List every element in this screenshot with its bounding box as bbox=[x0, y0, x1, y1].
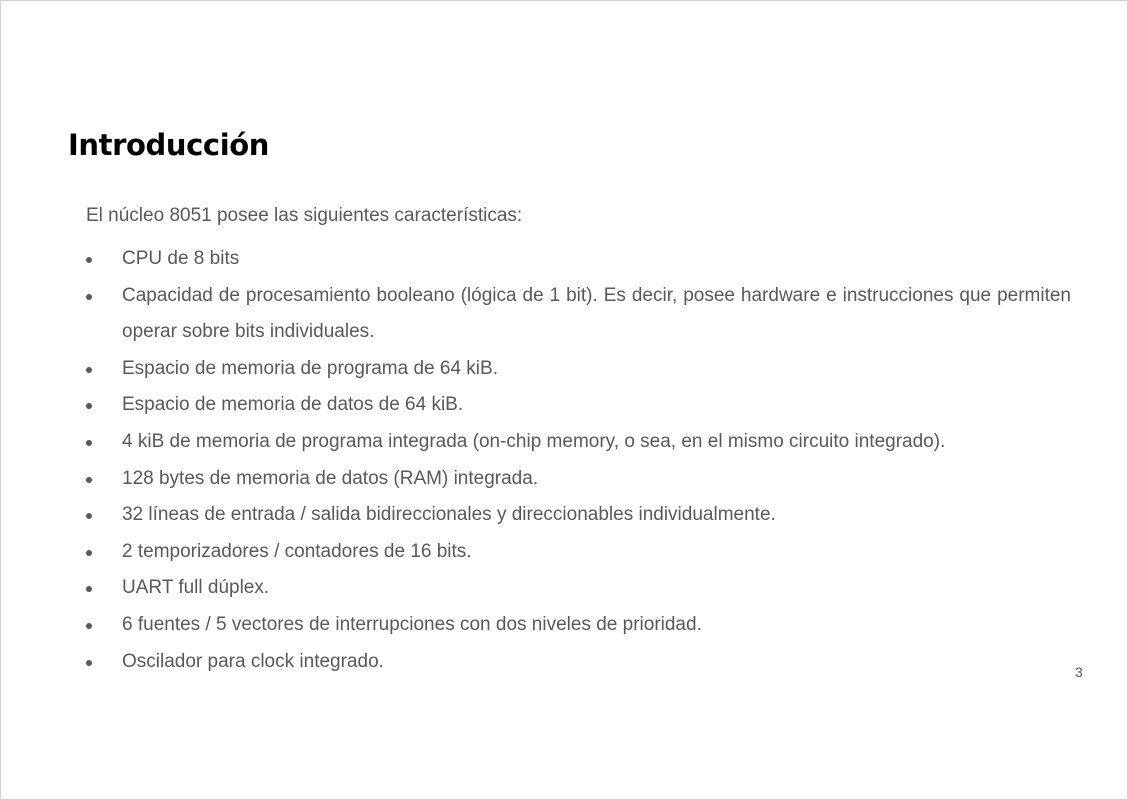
list-item bbox=[86, 461, 1071, 498]
list-item-text: Espacio de memoria de programa de 64 kiB. bbox=[122, 357, 498, 379]
list-item-text: 32 líneas de entrada / salida bidireccionales y direccionables individualmente. bbox=[122, 504, 776, 526]
bullet-icon bbox=[86, 660, 92, 666]
bullet-icon bbox=[86, 403, 92, 409]
feature-list bbox=[86, 241, 1071, 680]
list-item bbox=[86, 497, 1071, 534]
list-item-text: Oscilador para clock integrado. bbox=[122, 650, 384, 672]
list-item bbox=[86, 387, 1071, 424]
bullet-icon bbox=[86, 294, 92, 300]
list-item bbox=[86, 424, 1071, 461]
list-item-text: CPU de 8 bits bbox=[122, 248, 240, 269]
list-item bbox=[86, 607, 1071, 644]
list-item bbox=[86, 351, 1071, 388]
bullet-icon bbox=[86, 257, 92, 263]
list-item-text: 128 bytes de memoria de datos (RAM) integrada. bbox=[122, 467, 539, 489]
list-item bbox=[86, 644, 1071, 681]
slide-title: Introducción bbox=[68, 128, 270, 162]
bullet-icon bbox=[86, 367, 92, 373]
bullet-icon bbox=[86, 477, 92, 483]
page-number: 3 bbox=[1075, 664, 1083, 680]
bullet-icon bbox=[86, 586, 92, 592]
list-item-text: 6 fuentes / 5 vectores de interrupciones con dos niveles de prioridad. bbox=[122, 613, 702, 635]
list-item bbox=[86, 534, 1071, 571]
list-item bbox=[86, 241, 1071, 278]
bullet-icon bbox=[86, 513, 92, 519]
bullet-icon bbox=[86, 623, 92, 629]
intro-text: El núcleo 8051 posee las siguientes características: bbox=[86, 205, 523, 226]
list-item-text: 4 kiB de memoria de programa integrada (on-chip memory, o sea, en el mismo circuito integrado). bbox=[122, 430, 946, 452]
list-item bbox=[86, 278, 1071, 351]
list-item-text: Capacidad de procesamiento booleano (lógica de 1 bit). Es decir, posee hardware e instrucciones que permiten operar sobre bits individuales. bbox=[122, 284, 1071, 343]
list-item-text: 2 temporizadores / contadores de 16 bits. bbox=[122, 540, 472, 562]
list-item-text: UART full dúplex. bbox=[122, 577, 270, 599]
list-item-text: Espacio de memoria de datos de 64 kiB. bbox=[122, 394, 464, 416]
bullet-icon bbox=[86, 440, 92, 446]
list-item bbox=[86, 570, 1071, 607]
bullet-icon bbox=[86, 550, 92, 556]
